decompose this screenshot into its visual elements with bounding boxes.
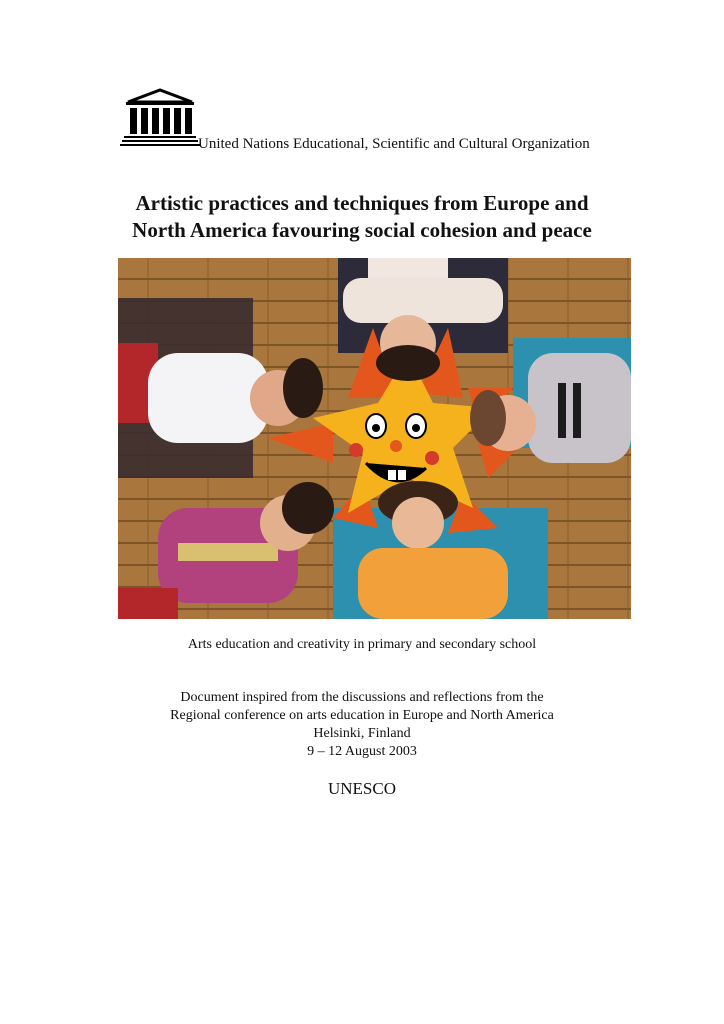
unesco-logo (120, 88, 200, 148)
subtitle: Arts education and creativity in primary and secondary school (187, 637, 537, 652)
header (120, 88, 640, 158)
organization-name: United Nations Educational, Scientific and Cultural Organization (198, 136, 590, 152)
title-line: North America favouring social cohesion and peace (132, 218, 592, 242)
details-line: Regional conference on arts education in Europe and North America (170, 708, 554, 723)
details-line: Document inspired from the discussions and reflections from the (180, 690, 544, 705)
conference-details (62, 689, 662, 761)
publisher: UNESCO (327, 779, 396, 798)
details-location: Helsinki, Finland (313, 726, 411, 741)
children-circle-illustration (118, 258, 631, 619)
title-line: Artistic practices and techniques from Europe and (135, 191, 589, 215)
cover-photo (118, 258, 631, 619)
document-title (62, 190, 662, 244)
details-dates: 9 – 12 August 2003 (307, 744, 417, 759)
